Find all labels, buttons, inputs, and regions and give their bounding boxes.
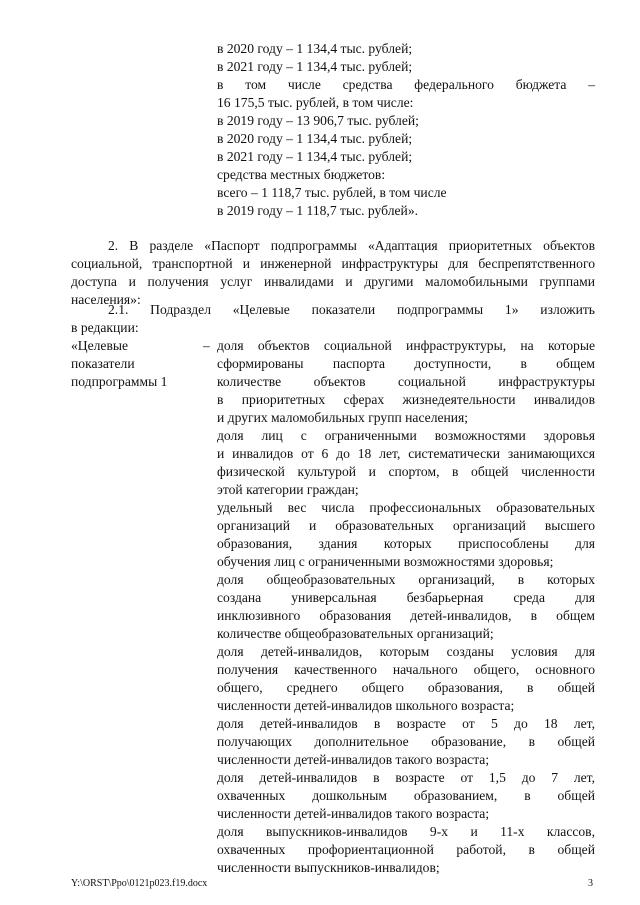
indicator-line: численности детей-инвалидов школьного возраста;: [217, 698, 515, 713]
footer-file-path: Y:\ORST\Ppo\0121p023.f19.docx: [71, 878, 208, 889]
indicator-line: образования, здания которых приспособлены для: [217, 536, 595, 551]
indicator-line: численности детей-инвалидов такого возраста;: [217, 752, 490, 767]
budget-line: в 2019 году – 13 906,7 тыс. рублей;: [217, 113, 419, 128]
paragraph-line: социальной, транспортной и инженерной инфраструктуры для беспрепятственного: [71, 256, 595, 271]
indicator-line: количестве объектов социальной инфраструктуры: [217, 374, 595, 389]
indicator-line: количестве общеобразовательных организаций;: [217, 626, 494, 641]
indicator-line: получающих дополнительное образование, в общей: [217, 734, 595, 749]
indicator-line: получения качественного начального общего, основного: [217, 662, 595, 677]
paragraph-line: в редакции:: [71, 320, 139, 335]
budget-line: всего – 1 118,7 тыс. рублей, в том числе: [217, 185, 447, 200]
budget-line: в 2021 году – 1 134,4 тыс. рублей;: [217, 149, 413, 164]
budget-line: в 2020 году – 1 134,4 тыс. рублей;: [217, 41, 413, 56]
label-line: показатели: [71, 356, 135, 371]
indicator-line: создана универсальная безбарьерная среда для: [217, 590, 595, 605]
indicator-line: доля детей-инвалидов, которым созданы условия для: [217, 644, 595, 659]
indicator-line: доля общеобразовательных организаций, в которых: [217, 572, 595, 587]
budget-line: средства местных бюджетов:: [217, 167, 386, 182]
indicator-line: общего, среднего общего образования, в общей: [217, 680, 595, 695]
budget-line: в том числе средства федерального бюджета –: [217, 77, 595, 92]
indicator-line: доля выпускников-инвалидов 9-х и 11-х классов,: [217, 824, 595, 839]
footer-page-number: 3: [588, 878, 593, 889]
indicator-line: численности выпускников-инвалидов;: [217, 860, 440, 875]
label-dash: –: [203, 338, 210, 353]
indicator-line: физической культурой и спортом, в общей численности: [217, 464, 595, 479]
indicator-line: и других маломобильных групп населения;: [217, 410, 469, 425]
indicator-line: этой категории граждан;: [217, 482, 359, 497]
paragraph-line: 2. В разделе «Паспорт подпрограммы «Адаптация приоритетных объектов: [108, 238, 595, 253]
indicator-line: численности детей-инвалидов такого возраста;: [217, 806, 490, 821]
paragraph-line: населения»:: [71, 292, 141, 307]
indicator-line: охваченных дошкольным образованием, в общей: [217, 788, 595, 803]
indicator-line: удельный вес числа профессиональных образовательных: [217, 500, 595, 515]
indicator-line: в приоритетных сферах жизнедеятельности инвалидов: [217, 392, 595, 407]
label-line: «Целевые: [71, 338, 129, 353]
indicator-line: доля лиц с ограниченными возможностями здоровья: [217, 428, 595, 443]
budget-line: в 2021 году – 1 134,4 тыс. рублей;: [217, 59, 413, 74]
indicator-line: доля детей-инвалидов в возрасте от 1,5 до 7 лет,: [217, 770, 595, 785]
indicator-line: доля объектов социальной инфраструктуры, на которые: [217, 338, 595, 353]
paragraph-line: 2.1. Подраздел «Целевые показатели подпрограммы 1» изложить: [108, 302, 595, 317]
indicator-line: инклюзивного образования детей-инвалидов, в общем: [217, 608, 595, 623]
indicator-line: сформированы паспорта доступности, в общем: [217, 356, 595, 371]
indicator-line: охваченных профориентационной работой, в общей: [217, 842, 595, 857]
label-line: подпрограммы 1: [71, 374, 168, 389]
budget-line: в 2020 году – 1 134,4 тыс. рублей;: [217, 131, 413, 146]
indicator-line: доля детей-инвалидов в возрасте от 5 до 18 лет,: [217, 716, 595, 731]
budget-line: в 2019 году – 1 118,7 тыс. рублей».: [217, 203, 419, 218]
paragraph-line: доступа и получения услуг инвалидами и другими маломобильными группами: [71, 274, 595, 289]
indicator-line: организаций и образовательных организаций высшего: [217, 518, 595, 533]
budget-line: 16 175,5 тыс. рублей, в том числе:: [217, 95, 414, 110]
indicator-line: и инвалидов от 6 до 18 лет, систематически занимающихся: [217, 446, 595, 461]
indicator-line: обучения лиц с ограниченными возможностями здоровья;: [217, 554, 554, 569]
